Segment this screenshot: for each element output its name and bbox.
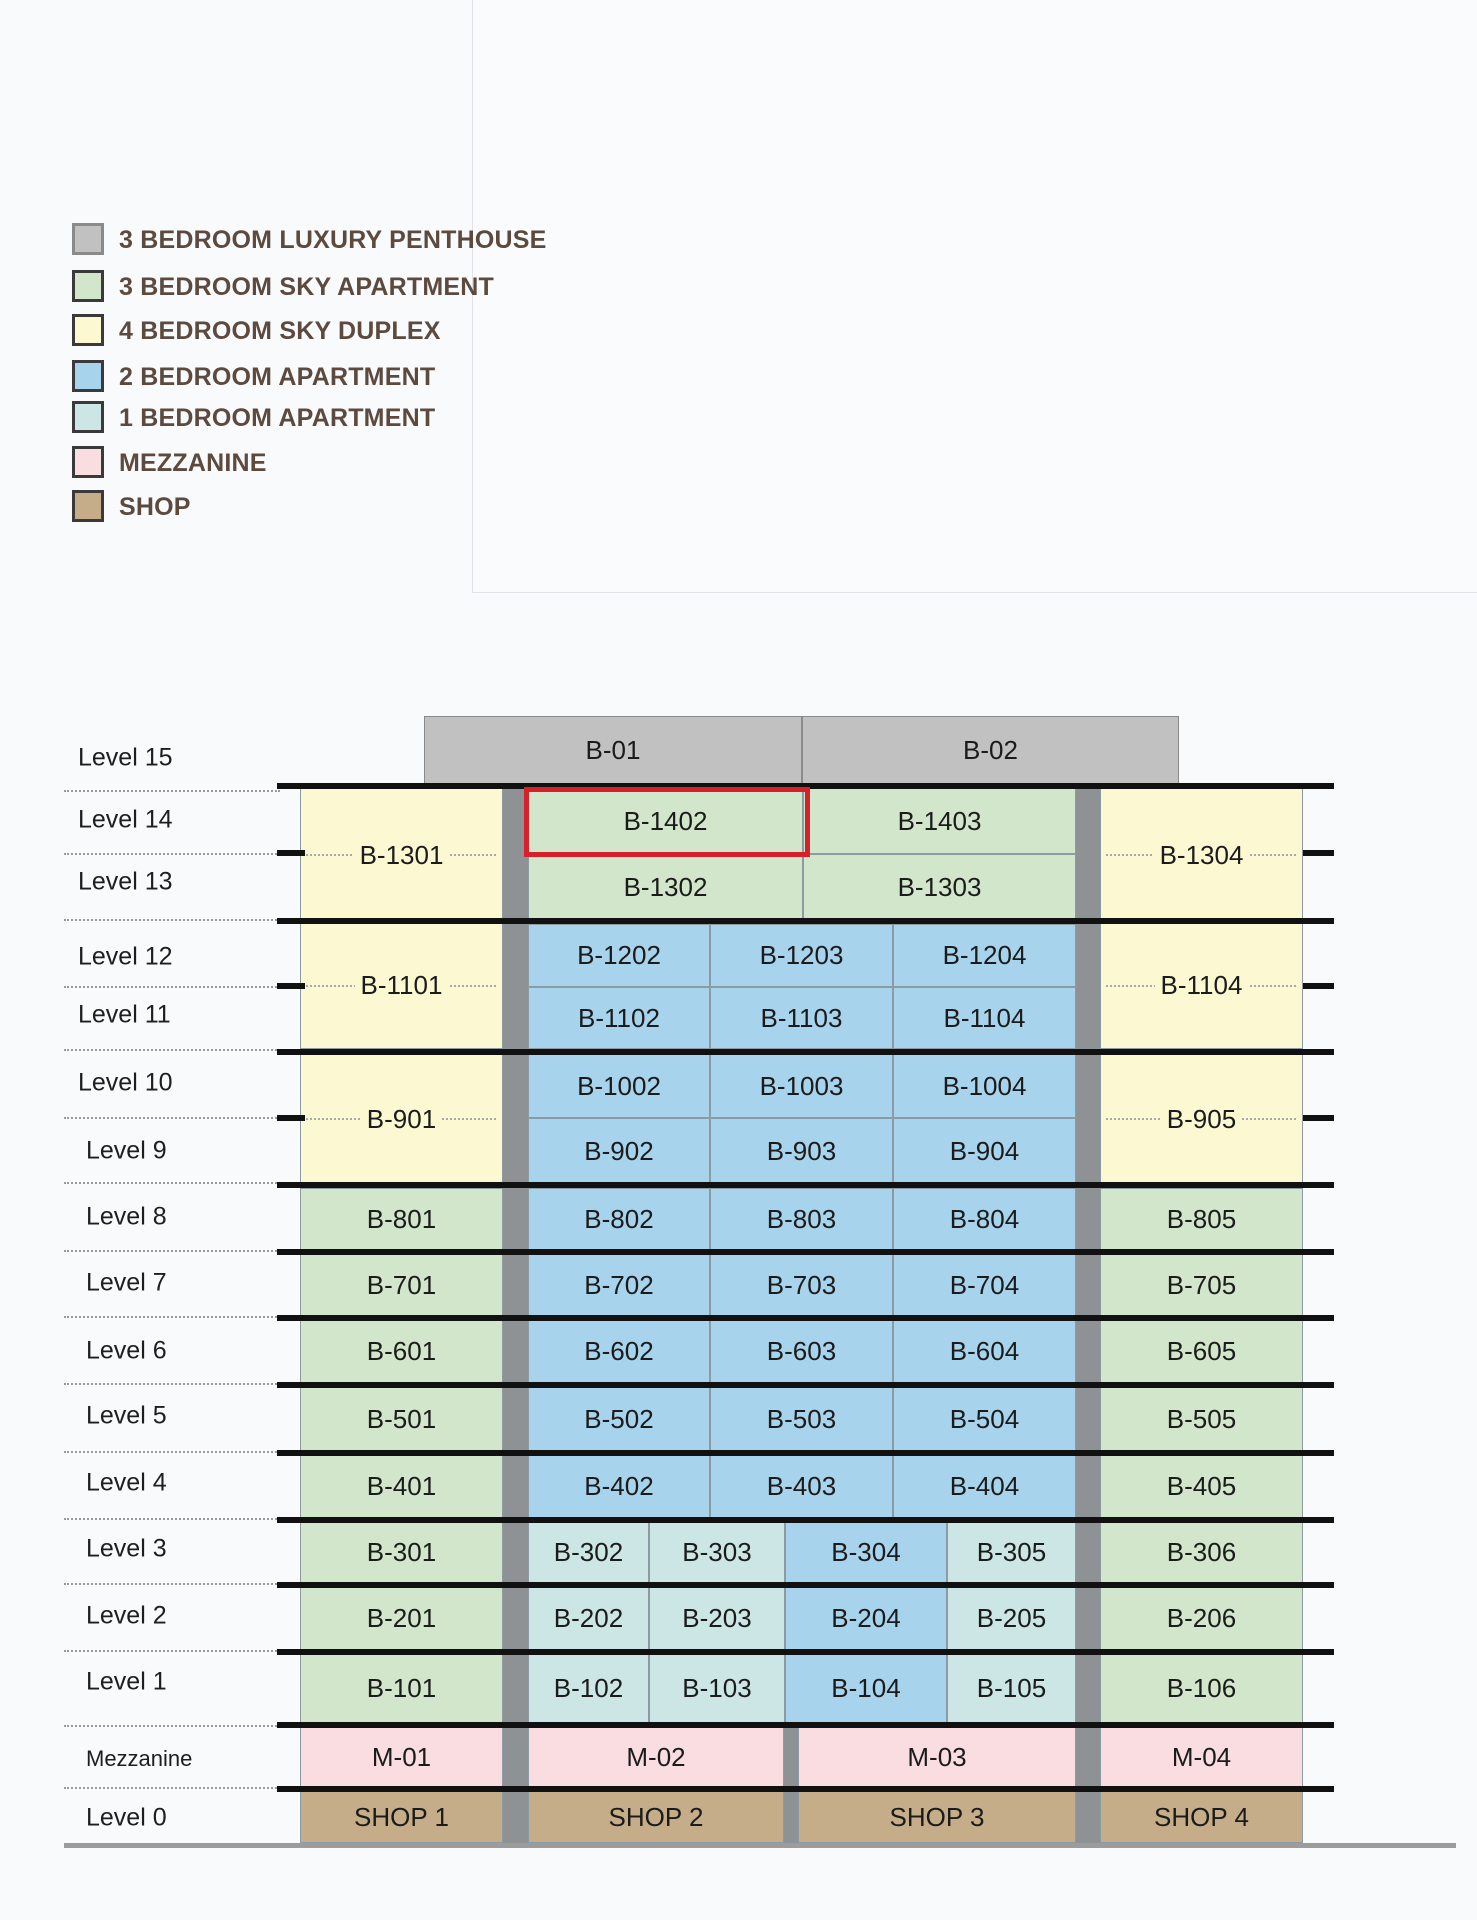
unit-label: B-1102 (572, 1003, 666, 1034)
unit-label: B-801 (361, 1204, 442, 1235)
unit-label: B-205 (971, 1603, 1052, 1634)
level-guide-line (64, 1316, 280, 1318)
unit-2-bedroom (893, 1254, 1076, 1316)
level-guide-line (64, 1182, 280, 1184)
unit-1-bedroom (649, 1587, 785, 1650)
floor-line (1303, 983, 1334, 989)
floor-line (277, 1315, 1334, 1321)
unit-sky-apartment (1100, 1455, 1303, 1518)
floor-line (277, 1517, 1334, 1523)
level-guide-line (64, 1250, 280, 1252)
unit-label: B-306 (1161, 1537, 1242, 1568)
unit-label: B-1004 (937, 1071, 1033, 1102)
unit-label: B-105 (971, 1673, 1052, 1704)
unit-2-bedroom (710, 1054, 893, 1118)
unit-label: B-905 (1161, 1104, 1242, 1135)
unit-label: B-1101 (355, 970, 449, 1001)
level-label: Level 2 (86, 1601, 167, 1630)
unit-mezzanine (1100, 1727, 1303, 1787)
unit-2-bedroom (528, 1188, 710, 1250)
level-guide-line (64, 1049, 280, 1051)
unit-2-bedroom (528, 987, 710, 1049)
unit-shop (528, 1791, 784, 1843)
level-label: Level 9 (86, 1136, 167, 1165)
legend-swatch (72, 270, 104, 302)
floor-line (277, 850, 305, 856)
level-label: Level 12 (78, 942, 173, 971)
unit-2-bedroom (710, 1188, 893, 1250)
unit-2-bedroom (710, 987, 893, 1049)
unit-sky-apartment (1100, 1654, 1303, 1723)
unit-label: B-1204 (937, 940, 1033, 971)
level-guide-line (64, 1725, 280, 1727)
unit-label: B-1303 (892, 872, 988, 903)
floor-line (277, 1582, 1334, 1588)
unit-label: B-705 (1161, 1270, 1242, 1301)
unit-label: B-103 (676, 1673, 757, 1704)
unit-2-bedroom (893, 1455, 1076, 1518)
legend-swatch (72, 490, 104, 522)
unit-label: B-303 (676, 1537, 757, 1568)
level-guide-line (64, 853, 280, 855)
unit-label: B-903 (761, 1136, 842, 1167)
unit-label: B-106 (1161, 1673, 1242, 1704)
unit-label: B-802 (578, 1204, 659, 1235)
unit-2-bedroom (528, 1254, 710, 1316)
unit-1-bedroom (947, 1587, 1076, 1650)
unit-label: B-602 (578, 1336, 659, 1367)
level-label: Level 10 (78, 1068, 173, 1097)
unit-2-bedroom (528, 1387, 710, 1451)
unit-label: M-03 (901, 1742, 972, 1773)
legend-swatch (72, 314, 104, 346)
unit-label: SHOP 2 (603, 1802, 710, 1833)
level-guide-line (64, 1787, 280, 1789)
level-label: Level 3 (86, 1534, 167, 1563)
level-label: Level 13 (78, 867, 173, 896)
level-guide-line (64, 1583, 280, 1585)
level-label: Level 15 (78, 743, 173, 772)
unit-2-bedroom (893, 987, 1076, 1049)
floor-line (277, 1722, 1334, 1728)
unit-label: B-1104 (938, 1003, 1032, 1034)
level-guide-line (64, 1518, 280, 1520)
unit-1-bedroom (528, 1587, 649, 1650)
unit-shop (300, 1791, 503, 1843)
unit-label: B-902 (578, 1136, 659, 1167)
level-label: Level 0 (86, 1803, 167, 1832)
level-guide-line (64, 790, 280, 792)
legend-label: 3 BEDROOM SKY APARTMENT (119, 273, 494, 301)
level-label: Level 6 (86, 1336, 167, 1365)
unit-label: M-01 (366, 1742, 437, 1773)
floor-line (277, 983, 305, 989)
unit-sky-apartment (300, 1522, 503, 1583)
unit-label: B-501 (361, 1404, 442, 1435)
unit-label: B-201 (361, 1603, 442, 1634)
unit-sky-apartment (300, 1455, 503, 1518)
unit-sky-apartment (1100, 1320, 1303, 1383)
unit-label: B-702 (578, 1270, 659, 1301)
legend-label: MEZZANINE (119, 449, 267, 477)
unit-label: B-502 (578, 1404, 659, 1435)
legend-swatch (72, 401, 104, 433)
ground-line (64, 1843, 1456, 1848)
unit-2-bedroom (528, 924, 710, 987)
unit-label: SHOP 3 (884, 1802, 991, 1833)
level-label: Level 11 (78, 1000, 171, 1029)
unit-label: B-603 (761, 1336, 842, 1367)
level-label: Level 1 (86, 1667, 167, 1696)
unit-label: B-1402 (618, 806, 714, 837)
unit-2-bedroom (710, 1254, 893, 1316)
unit-label: B-701 (361, 1270, 442, 1301)
level-label: Level 4 (86, 1468, 167, 1497)
unit-label: B-1002 (571, 1071, 667, 1102)
floor-line (277, 1786, 1334, 1792)
unit-label: SHOP 4 (1148, 1802, 1255, 1833)
unit-label: B-504 (944, 1404, 1025, 1435)
level-label: Level 14 (78, 805, 173, 834)
unit-sky-apartment (300, 1188, 503, 1250)
level-guide-line (64, 986, 280, 988)
level-guide-line (64, 1451, 280, 1453)
unit-penthouse (802, 716, 1179, 784)
unit-2-bedroom (893, 1320, 1076, 1383)
unit-2-bedroom (785, 1522, 947, 1583)
floor-line (277, 1382, 1334, 1388)
unit-label: B-803 (761, 1204, 842, 1235)
unit-label: B-703 (761, 1270, 842, 1301)
level-guide-line (64, 919, 280, 921)
level-label: Mezzanine (86, 1746, 193, 1771)
unit-label: B-505 (1161, 1404, 1242, 1435)
unit-sky-apartment (1100, 1587, 1303, 1650)
unit-2-bedroom (785, 1654, 947, 1723)
unit-label: B-403 (761, 1471, 842, 1502)
unit-label: B-1104 (1155, 970, 1249, 1001)
unit-shop (1100, 1791, 1303, 1843)
unit-label: B-805 (1161, 1204, 1242, 1235)
floor-line (277, 1450, 1334, 1456)
unit-label: B-1103 (755, 1003, 849, 1034)
legend-swatch (72, 223, 104, 255)
unit-label: B-404 (944, 1471, 1025, 1502)
unit-2-bedroom (785, 1587, 947, 1650)
unit-label: B-102 (548, 1673, 629, 1704)
unit-label: B-402 (578, 1471, 659, 1502)
unit-sky-apartment (1100, 1188, 1303, 1250)
unit-2-bedroom (528, 1320, 710, 1383)
floor-line (277, 1649, 1334, 1655)
floor-line (1303, 1115, 1334, 1121)
unit-2-bedroom (528, 1118, 710, 1184)
unit-label: B-01 (580, 735, 647, 766)
unit-label: B-204 (825, 1603, 906, 1634)
unit-1-bedroom (528, 1654, 649, 1723)
unit-label: B-02 (957, 735, 1024, 766)
unit-sky-apartment (803, 854, 1076, 920)
unit-label: SHOP 1 (348, 1802, 455, 1833)
unit-mezzanine (798, 1727, 1076, 1787)
top-blank-panel (472, 0, 1477, 593)
unit-1-bedroom (649, 1522, 785, 1583)
unit-sky-apartment (1100, 1254, 1303, 1316)
unit-2-bedroom (893, 1188, 1076, 1250)
level-guide-line (64, 1383, 280, 1385)
unit-label: B-1302 (618, 872, 714, 903)
floor-line (277, 1115, 305, 1121)
unit-2-bedroom (893, 1118, 1076, 1184)
unit-1-bedroom (947, 1654, 1076, 1723)
unit-sky-apartment (300, 1587, 503, 1650)
unit-label: M-02 (620, 1742, 691, 1773)
unit-2-bedroom (710, 1387, 893, 1451)
unit-mezzanine (300, 1727, 503, 1787)
unit-mezzanine (528, 1727, 784, 1787)
unit-label: B-1403 (892, 806, 988, 837)
unit-label: B-904 (944, 1136, 1025, 1167)
level-label: Level 7 (86, 1268, 167, 1297)
legend-label: 2 BEDROOM APARTMENT (119, 363, 436, 391)
unit-label: B-601 (361, 1336, 442, 1367)
unit-label: B-1301 (354, 840, 450, 871)
unit-2-bedroom (710, 1455, 893, 1518)
unit-label: B-704 (944, 1270, 1025, 1301)
floor-line (277, 1049, 1334, 1055)
unit-2-bedroom (710, 1118, 893, 1184)
unit-label: B-101 (361, 1673, 442, 1704)
unit-1-bedroom (649, 1654, 785, 1723)
unit-sky-apartment (300, 1387, 503, 1451)
floor-line (277, 1249, 1334, 1255)
unit-label: B-401 (361, 1471, 442, 1502)
unit-sky-apartment (1100, 1387, 1303, 1451)
unit-label: B-301 (361, 1537, 442, 1568)
unit-label: B-901 (361, 1104, 442, 1135)
unit-sky-apartment (300, 1654, 503, 1723)
unit-label: B-1203 (754, 940, 850, 971)
unit-1-bedroom (528, 1522, 649, 1583)
unit-sky-apartment (528, 854, 803, 920)
unit-label: B-405 (1161, 1471, 1242, 1502)
unit-label: B-305 (971, 1537, 1052, 1568)
unit-label: B-1003 (754, 1071, 850, 1102)
unit-label: B-104 (825, 1673, 906, 1704)
unit-2-bedroom (710, 1320, 893, 1383)
unit-penthouse (424, 716, 802, 784)
unit-label: B-804 (944, 1204, 1025, 1235)
unit-1-bedroom (947, 1522, 1076, 1583)
floor-line (1303, 850, 1334, 856)
level-guide-line (64, 1650, 280, 1652)
unit-2-bedroom (893, 1054, 1076, 1118)
legend-swatch (72, 446, 104, 478)
unit-label: B-604 (944, 1336, 1025, 1367)
unit-2-bedroom (528, 1054, 710, 1118)
unit-label: M-04 (1166, 1742, 1237, 1773)
unit-sky-apartment (1100, 1522, 1303, 1583)
unit-label: B-1202 (571, 940, 667, 971)
unit-label: B-605 (1161, 1336, 1242, 1367)
legend-label: SHOP (119, 493, 191, 521)
unit-2-bedroom (710, 924, 893, 987)
unit-sky-apartment (300, 1320, 503, 1383)
unit-label: B-206 (1161, 1603, 1242, 1634)
floor-line (277, 1182, 1334, 1188)
unit-label: B-1304 (1154, 840, 1250, 871)
unit-label: B-304 (825, 1537, 906, 1568)
level-guide-line (64, 1117, 280, 1119)
unit-label: B-203 (676, 1603, 757, 1634)
unit-2-bedroom (893, 924, 1076, 987)
legend-label: 4 BEDROOM SKY DUPLEX (119, 317, 441, 345)
legend-label: 3 BEDROOM LUXURY PENTHOUSE (119, 226, 547, 254)
unit-shop (798, 1791, 1076, 1843)
unit-sky-apartment (803, 788, 1076, 854)
unit-label: B-202 (548, 1603, 629, 1634)
legend-swatch (72, 360, 104, 392)
unit-label: B-503 (761, 1404, 842, 1435)
level-label: Level 8 (86, 1202, 167, 1231)
highlighted-unit-outline (524, 787, 810, 857)
level-label: Level 5 (86, 1401, 167, 1430)
unit-label: B-302 (548, 1537, 629, 1568)
unit-2-bedroom (893, 1387, 1076, 1451)
legend-label: 1 BEDROOM APARTMENT (119, 404, 436, 432)
unit-sky-apartment (300, 1254, 503, 1316)
floor-line (277, 918, 1334, 924)
unit-2-bedroom (528, 1455, 710, 1518)
